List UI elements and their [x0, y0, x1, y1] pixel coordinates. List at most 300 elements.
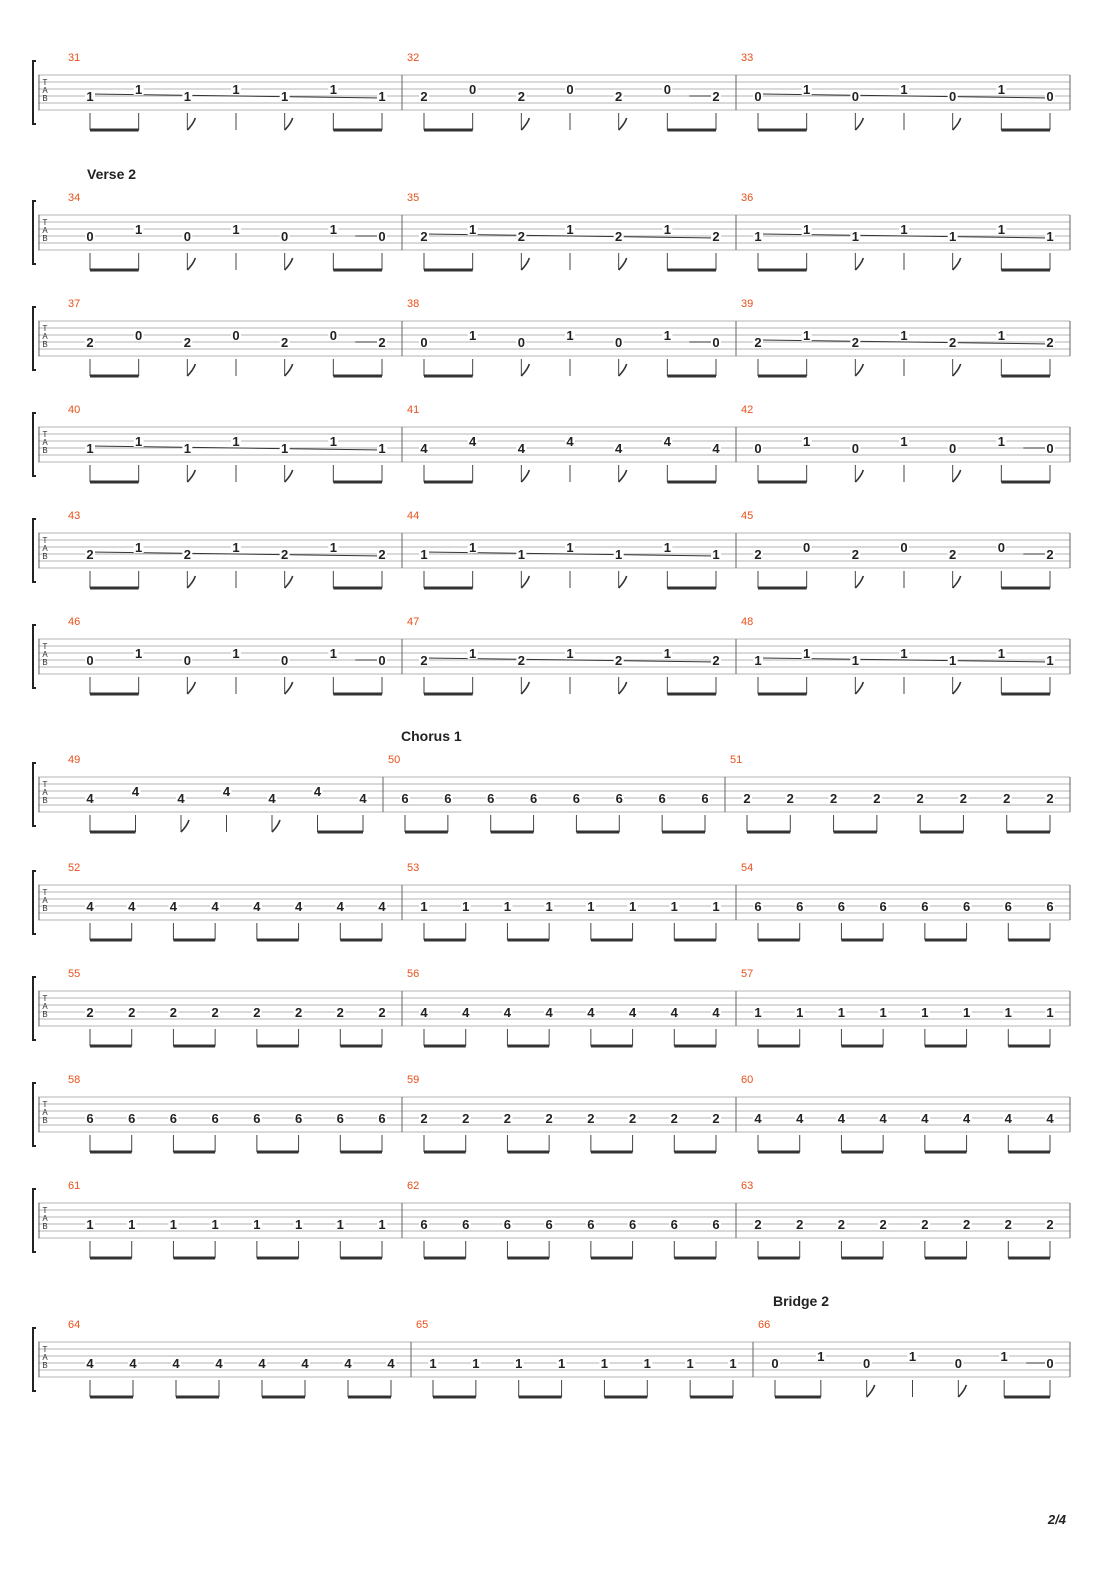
fret-number: 1	[135, 540, 143, 555]
fret-number: 1	[908, 1349, 917, 1364]
fret-number: 2	[86, 335, 94, 350]
fret-number: 4	[359, 791, 367, 806]
fret-number: 2	[712, 1111, 720, 1126]
fret-number: 2	[921, 1217, 929, 1232]
fret-number: 2	[420, 89, 428, 104]
fret-number: 1	[754, 229, 762, 244]
eighth-flag	[619, 118, 627, 130]
fret-number: 0	[949, 89, 957, 104]
fret-number: 1	[628, 899, 637, 914]
fret-number: 2	[949, 335, 957, 350]
tab-clef-letter: A	[42, 86, 48, 95]
eighth-flag	[285, 576, 293, 588]
fret-number: 1	[997, 434, 1005, 449]
fret-number: 2	[670, 1111, 678, 1126]
fret-number: 1	[851, 229, 859, 244]
section-label: Verse 2	[87, 166, 137, 182]
fret-number: 6	[545, 1217, 553, 1232]
fret-number: 4	[313, 784, 322, 799]
fret-number: 1	[462, 899, 470, 914]
fret-number: 0	[851, 441, 859, 456]
tab-clef-letter: B	[42, 94, 48, 103]
fret-number: 1	[900, 222, 908, 237]
fret-number: 6	[921, 899, 929, 914]
fret-number: 0	[803, 540, 811, 555]
fret-number: 6	[670, 1217, 678, 1232]
tab-clef-letter: A	[42, 788, 48, 797]
eighth-flag	[619, 470, 627, 482]
fret-number: 4	[128, 899, 136, 914]
eighth-flag	[187, 364, 195, 376]
fret-number: 6	[503, 1217, 512, 1232]
eighth-flag	[953, 682, 961, 694]
fret-number: 1	[1000, 1349, 1008, 1364]
fret-number: 2	[420, 653, 428, 668]
fret-number: 4	[253, 899, 261, 914]
fret-number: 0	[183, 229, 191, 244]
eighth-flag	[953, 576, 961, 588]
fret-number: 4	[215, 1356, 223, 1371]
tab-clef-letter: B	[42, 340, 48, 349]
fret-number: 1	[663, 540, 671, 555]
system-bracket	[33, 413, 36, 476]
fret-number: 4	[169, 899, 178, 914]
eighth-flag	[855, 364, 863, 376]
fret-number: 1	[86, 441, 94, 456]
tab-clef-letter: T	[42, 218, 48, 227]
measure-number: 65	[416, 1319, 429, 1331]
fret-number: 6	[529, 791, 538, 806]
fret-number: 4	[258, 1356, 266, 1371]
tab-clef-letter: A	[42, 896, 48, 905]
fret-number: 1	[900, 434, 908, 449]
fret-number: 6	[211, 1111, 219, 1126]
fret-number: 4	[503, 1005, 512, 1020]
fret-number: 2	[183, 335, 191, 350]
fret-number: 0	[663, 82, 671, 97]
fret-number: 0	[281, 653, 289, 668]
fret-number: 2	[1046, 547, 1054, 562]
fret-number: 0	[329, 328, 337, 343]
measure-number: 31	[68, 52, 81, 64]
eighth-flag	[521, 576, 529, 588]
eighth-flag	[855, 258, 863, 270]
fret-number: 2	[1003, 791, 1011, 806]
fret-number: 4	[712, 441, 720, 456]
fret-number: 1	[600, 1356, 609, 1371]
page-number: 2/4	[1047, 1512, 1066, 1527]
measure-number: 59	[407, 1074, 420, 1086]
measure-number: 42	[741, 404, 754, 416]
system-bracket	[33, 519, 36, 582]
eighth-flag	[285, 682, 293, 694]
fret-number: 4	[86, 1356, 94, 1371]
fret-number: 4	[462, 1005, 470, 1020]
eighth-flag	[619, 364, 627, 376]
eighth-flag	[867, 1385, 875, 1397]
fret-number: 0	[754, 89, 762, 104]
system-bracket	[33, 871, 36, 934]
fret-number: 2	[1004, 1217, 1012, 1232]
measure-number: 60	[741, 1074, 754, 1086]
fret-number: 4	[517, 441, 525, 456]
fret-number: 1	[281, 441, 289, 456]
fret-number: 2	[211, 1005, 219, 1020]
fret-number: 2	[628, 1111, 637, 1126]
fret-number: 2	[949, 547, 957, 562]
tab-clef-letter: A	[42, 1353, 48, 1362]
fret-number: 1	[1004, 1005, 1012, 1020]
eighth-flag	[953, 470, 961, 482]
measure-number: 62	[407, 1180, 420, 1192]
fret-number: 2	[615, 229, 623, 244]
fret-number: 1	[420, 547, 428, 562]
fret-number: 4	[211, 899, 219, 914]
fret-number: 1	[754, 653, 762, 668]
tab-clef-letter: B	[42, 904, 48, 913]
fret-number: 4	[566, 434, 574, 449]
measure-number: 36	[741, 192, 754, 204]
fret-number: 6	[754, 899, 762, 914]
fret-number: 0	[86, 653, 94, 668]
fret-number: 1	[615, 547, 623, 562]
tab-clef-letter: T	[42, 78, 48, 87]
eighth-flag	[521, 364, 529, 376]
tab-clef-letter: T	[42, 888, 48, 897]
fret-number: 4	[301, 1356, 309, 1371]
eighth-flag	[187, 258, 195, 270]
fret-number: 6	[701, 791, 709, 806]
fret-number: 2	[378, 547, 386, 562]
fret-number: 6	[169, 1111, 178, 1126]
fret-number: 4	[177, 791, 185, 806]
tab-clef-letter: T	[42, 780, 48, 789]
tab-clef-letter: T	[42, 1206, 48, 1215]
fret-number: 2	[336, 1005, 344, 1020]
fret-number: 1	[997, 222, 1005, 237]
fret-number: 1	[183, 89, 191, 104]
fret-number: 6	[253, 1111, 261, 1126]
fret-number: 1	[754, 1005, 762, 1020]
system-bracket	[33, 201, 36, 264]
fret-number: 1	[1046, 229, 1054, 244]
fret-number: 2	[462, 1111, 470, 1126]
tab-clef-letter: A	[42, 332, 48, 341]
eighth-flag	[521, 118, 529, 130]
fret-number: 1	[472, 1356, 480, 1371]
fret-number: 4	[86, 791, 94, 806]
fret-number: 1	[851, 653, 859, 668]
fret-number: 1	[232, 434, 240, 449]
tab-clef-letter: A	[42, 1002, 48, 1011]
fret-number: 0	[851, 89, 859, 104]
fret-number: 2	[1046, 791, 1054, 806]
fret-number: 1	[253, 1217, 261, 1232]
fret-number: 1	[232, 222, 240, 237]
fret-number: 1	[86, 1217, 94, 1232]
fret-number: 1	[469, 222, 477, 237]
fret-number: 1	[796, 1005, 804, 1020]
fret-number: 1	[232, 646, 240, 661]
fret-number: 1	[900, 82, 908, 97]
measure-number: 54	[741, 862, 754, 874]
fret-number: 2	[183, 547, 191, 562]
tab-clef-letter: T	[42, 1100, 48, 1109]
fret-number: 1	[712, 899, 720, 914]
fret-number: 4	[796, 1111, 804, 1126]
fret-number: 2	[712, 653, 720, 668]
fret-number: 1	[557, 1356, 566, 1371]
fret-number: 6	[628, 1217, 637, 1232]
measure-number: 43	[68, 510, 81, 522]
tab-clef-letter: B	[42, 796, 48, 805]
fret-number: 1	[281, 89, 289, 104]
measure-number: 38	[407, 298, 420, 310]
fret-number: 1	[294, 1217, 303, 1232]
fret-number: 0	[712, 335, 720, 350]
fret-number: 4	[962, 1111, 971, 1126]
fret-number: 4	[879, 1111, 887, 1126]
fret-number: 0	[1046, 441, 1054, 456]
fret-number: 4	[469, 434, 477, 449]
measure-number: 44	[407, 510, 420, 522]
measure-number: 55	[68, 968, 81, 980]
fret-number: 6	[1004, 899, 1012, 914]
fret-number: 2	[169, 1005, 178, 1020]
fret-number: 1	[663, 222, 671, 237]
fret-number: 1	[128, 1217, 136, 1232]
fret-number: 6	[378, 1111, 386, 1126]
section-label: Chorus 1	[401, 728, 462, 744]
fret-number: 2	[786, 791, 794, 806]
tab-clef-letter: T	[42, 642, 48, 651]
tab-clef-letter: A	[42, 544, 48, 553]
eighth-flag	[953, 364, 961, 376]
tab-clef-letter: A	[42, 650, 48, 659]
fret-number: 1	[211, 1217, 219, 1232]
eighth-flag	[521, 258, 529, 270]
measure-number: 53	[407, 862, 420, 874]
fret-number: 1	[503, 899, 512, 914]
fret-number: 1	[135, 434, 143, 449]
fret-number: 1	[232, 540, 240, 555]
fret-number: 6	[420, 1217, 428, 1232]
fret-number: 2	[754, 547, 762, 562]
fret-number: 4	[129, 1356, 137, 1371]
eighth-flag	[272, 820, 280, 832]
measure-number: 48	[741, 616, 754, 628]
tab-clef-letter: B	[42, 552, 48, 561]
fret-number: 0	[469, 82, 477, 97]
fret-number: 1	[803, 222, 811, 237]
tab-clef-letter: T	[42, 1345, 48, 1354]
fret-number: 1	[962, 1005, 971, 1020]
system-bracket	[33, 1083, 36, 1146]
tab-clef-letter: A	[42, 1108, 48, 1117]
measure-number: 63	[741, 1180, 754, 1192]
tab-clef-letter: B	[42, 1361, 48, 1370]
fret-number: 2	[962, 1217, 971, 1232]
fret-number: 0	[1046, 1356, 1054, 1371]
measure-number: 50	[388, 754, 401, 766]
fret-number: 4	[172, 1356, 180, 1371]
fret-number: 1	[803, 328, 811, 343]
tab-clef-letter: A	[42, 438, 48, 447]
system-bracket	[33, 1189, 36, 1252]
fret-number: 0	[378, 229, 386, 244]
fret-number: 1	[670, 899, 678, 914]
fret-number: 2	[517, 653, 525, 668]
fret-number: 4	[545, 1005, 553, 1020]
fret-number: 0	[183, 653, 191, 668]
fret-number: 6	[587, 1217, 595, 1232]
measure-number: 61	[68, 1180, 81, 1192]
fret-number: 1	[729, 1356, 737, 1371]
eighth-flag	[953, 118, 961, 130]
fret-number: 2	[420, 1111, 428, 1126]
measure-number: 37	[68, 298, 81, 310]
fret-number: 2	[517, 229, 525, 244]
fret-number: 2	[615, 653, 623, 668]
fret-number: 4	[222, 784, 231, 799]
fret-number: 6	[487, 791, 495, 806]
fret-number: 1	[429, 1356, 437, 1371]
measure-number: 33	[741, 52, 754, 64]
fret-number: 0	[615, 335, 623, 350]
fret-number: 4	[86, 899, 94, 914]
fret-number: 2	[545, 1111, 553, 1126]
fret-number: 6	[658, 791, 666, 806]
fret-number: 1	[515, 1356, 523, 1371]
fret-number: 6	[879, 899, 887, 914]
fret-number: 6	[1046, 899, 1054, 914]
eighth-flag	[855, 576, 863, 588]
fret-number: 2	[712, 89, 720, 104]
measure-number: 51	[730, 754, 743, 766]
fret-number: 6	[128, 1111, 136, 1126]
fret-number: 1	[135, 82, 143, 97]
fret-number: 1	[420, 899, 428, 914]
fret-number: 6	[336, 1111, 344, 1126]
fret-number: 2	[1046, 335, 1054, 350]
fret-number: 4	[587, 1005, 595, 1020]
eighth-flag	[187, 470, 195, 482]
fret-number: 4	[1046, 1111, 1054, 1126]
system-bracket	[33, 763, 36, 826]
fret-number: 4	[268, 791, 276, 806]
fret-number: 0	[420, 335, 428, 350]
fret-number: 1	[686, 1356, 694, 1371]
measure-number: 57	[741, 968, 754, 980]
tab-clef-letter: B	[42, 1010, 48, 1019]
eighth-flag	[619, 682, 627, 694]
fret-number: 6	[572, 791, 581, 806]
eighth-flag	[855, 470, 863, 482]
fret-number: 2	[754, 335, 762, 350]
fret-number: 2	[851, 335, 859, 350]
fret-number: 2	[378, 1005, 386, 1020]
section-label: Bridge 2	[773, 1293, 830, 1309]
eighth-flag	[187, 682, 195, 694]
fret-number: 1	[837, 1005, 846, 1020]
fret-number: 1	[566, 222, 574, 237]
measure-number: 41	[407, 404, 420, 416]
fret-number: 6	[86, 1111, 94, 1126]
fret-number: 1	[329, 222, 337, 237]
fret-number: 4	[712, 1005, 720, 1020]
fret-number: 6	[962, 899, 971, 914]
fret-number: 1	[803, 646, 811, 661]
eighth-flag	[285, 470, 293, 482]
eighth-flag	[285, 364, 293, 376]
measure-number: 47	[407, 616, 420, 628]
eighth-flag	[181, 820, 189, 832]
fret-number: 6	[615, 791, 623, 806]
fret-number: 2	[754, 1217, 762, 1232]
fret-number: 4	[420, 1005, 428, 1020]
fret-number: 1	[329, 540, 337, 555]
fret-number: 4	[663, 434, 671, 449]
fret-number: 1	[997, 82, 1005, 97]
fret-number: 6	[294, 1111, 303, 1126]
fret-number: 1	[566, 328, 574, 343]
fret-number: 6	[712, 1217, 720, 1232]
fret-number: 2	[615, 89, 623, 104]
fret-number: 1	[378, 441, 386, 456]
fret-number: 4	[754, 1111, 762, 1126]
measure-number: 34	[68, 192, 81, 204]
fret-number: 1	[817, 1349, 825, 1364]
fret-number: 2	[829, 791, 838, 806]
fret-number: 4	[628, 1005, 637, 1020]
fret-number: 0	[997, 540, 1005, 555]
fret-number: 4	[670, 1005, 678, 1020]
tab-clef-letter: B	[42, 446, 48, 455]
fret-number: 4	[336, 899, 344, 914]
measure-number: 56	[407, 968, 420, 980]
measure-number: 39	[741, 298, 754, 310]
fret-number: 1	[545, 899, 553, 914]
tab-clef-letter: T	[42, 324, 48, 333]
fret-number: 2	[86, 1005, 94, 1020]
tab-clef-letter: B	[42, 234, 48, 243]
fret-number: 1	[879, 1005, 887, 1020]
fret-number: 4	[344, 1356, 352, 1371]
tab-clef-letter: B	[42, 1116, 48, 1125]
measure-number: 40	[68, 404, 81, 416]
fret-number: 1	[169, 1217, 178, 1232]
fret-number: 2	[873, 791, 881, 806]
fret-number: 2	[420, 229, 428, 244]
fret-number: 1	[329, 82, 337, 97]
fret-number: 0	[566, 82, 574, 97]
fret-number: 1	[900, 646, 908, 661]
measure-number: 58	[68, 1074, 81, 1086]
fret-number: 2	[86, 547, 94, 562]
fret-number: 1	[1046, 1005, 1054, 1020]
fret-number: 1	[566, 540, 574, 555]
fret-number: 2	[503, 1111, 512, 1126]
fret-number: 4	[1004, 1111, 1012, 1126]
eighth-flag	[187, 576, 195, 588]
tab-clef-letter: A	[42, 1214, 48, 1223]
fret-number: 0	[1046, 89, 1054, 104]
eighth-flag	[619, 576, 627, 588]
fret-number: 1	[900, 328, 908, 343]
system-bracket	[33, 1328, 36, 1391]
fret-number: 4	[294, 899, 303, 914]
fret-number: 1	[712, 547, 720, 562]
